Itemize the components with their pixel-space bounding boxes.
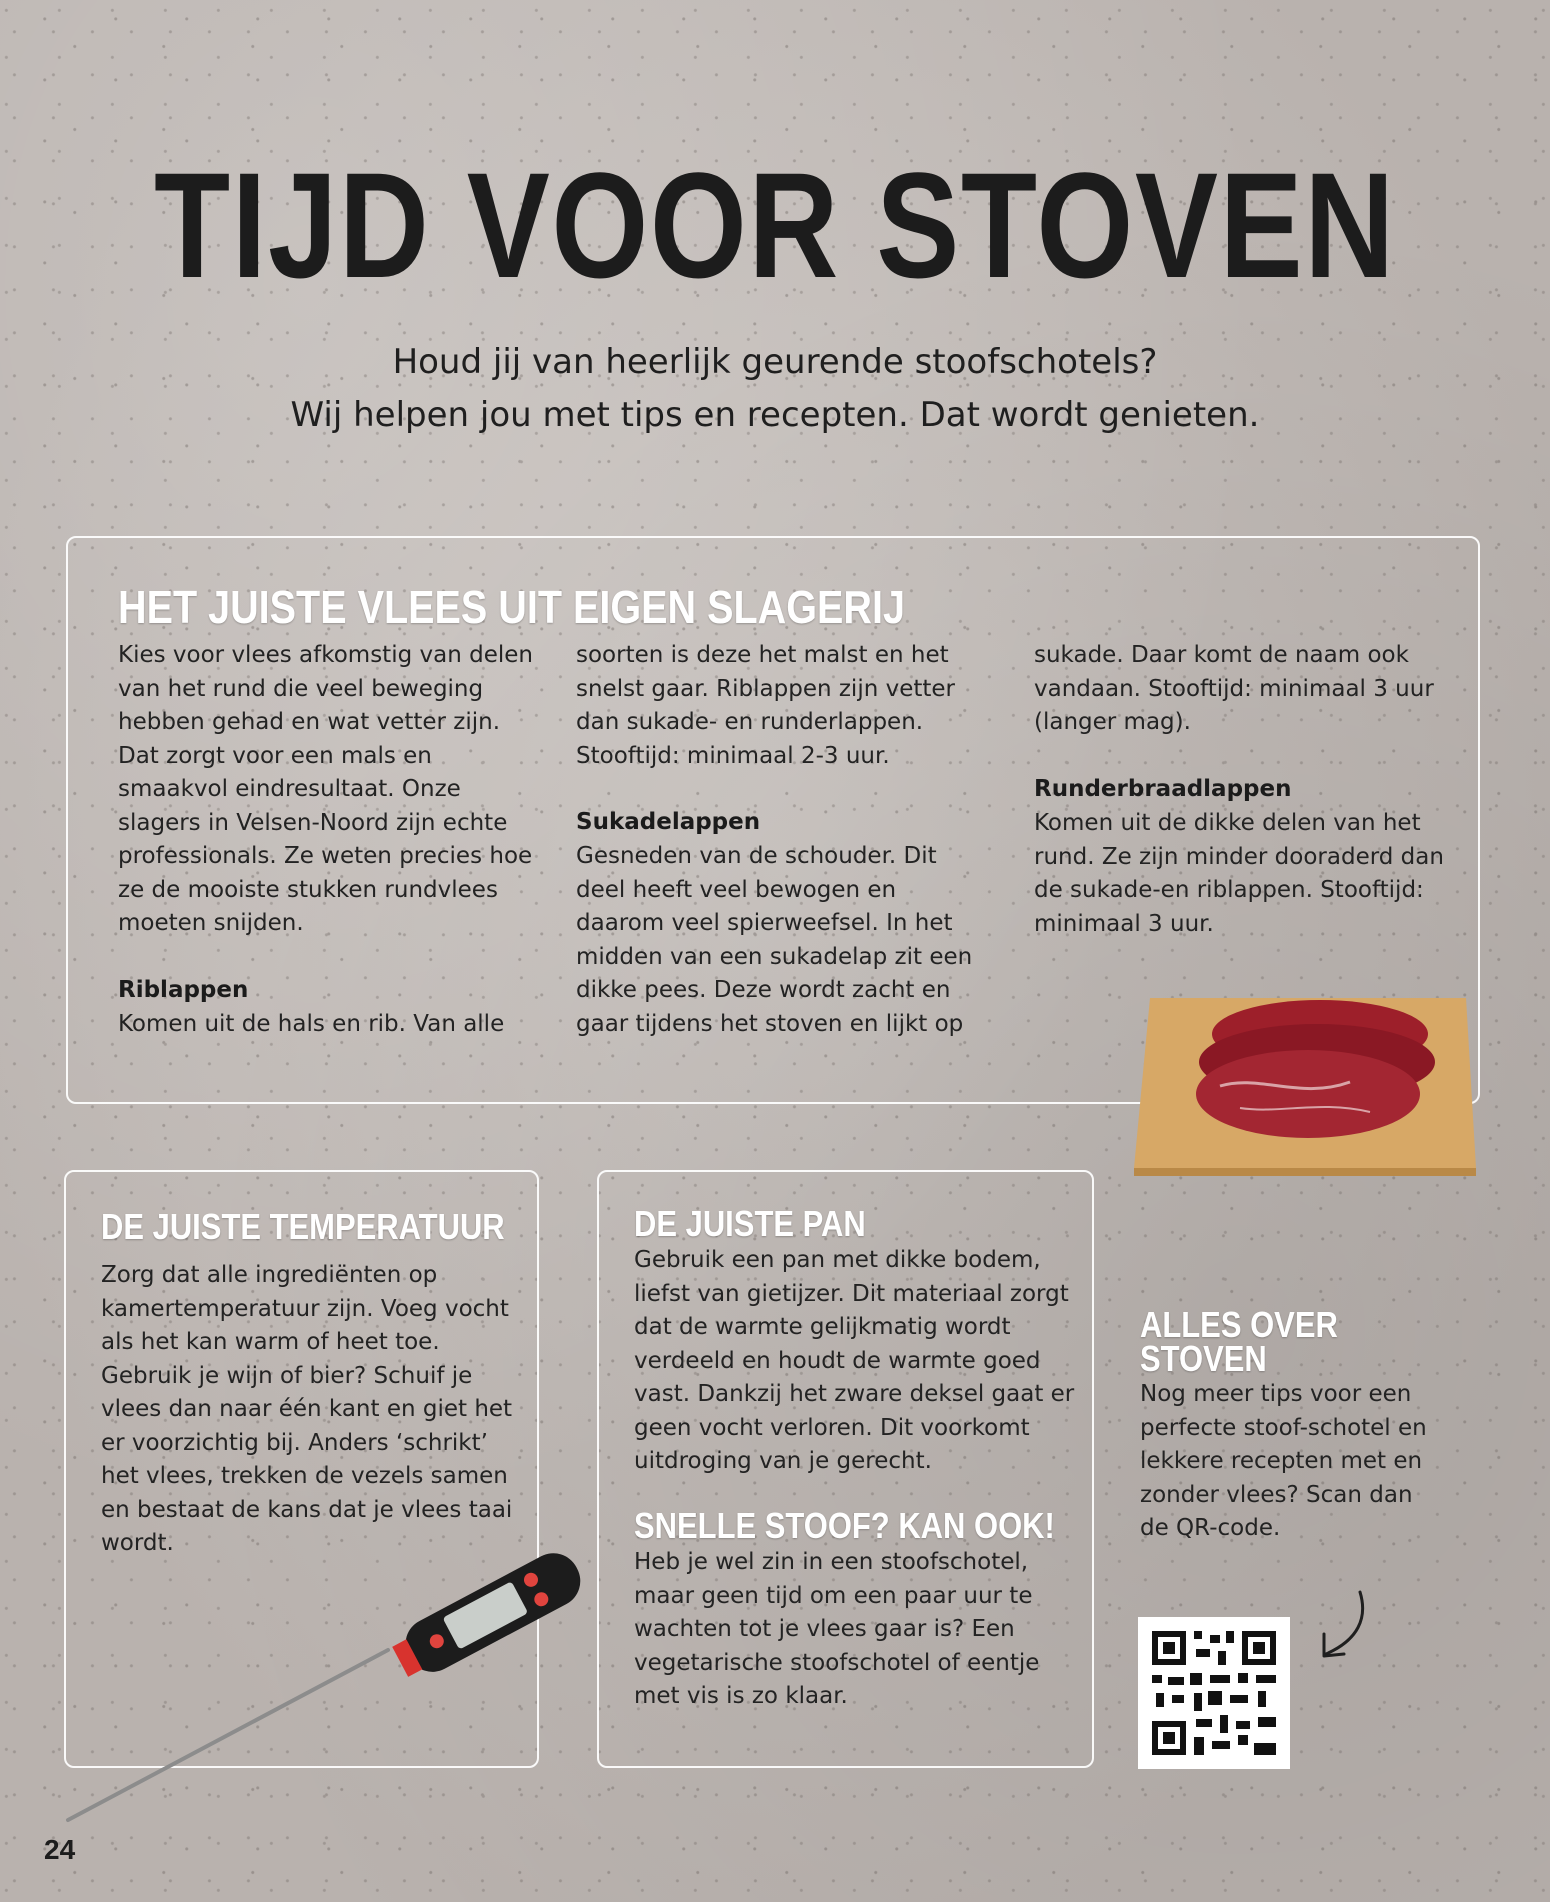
- riblappen-title: Riblappen: [118, 977, 249, 1003]
- temperature-heading: DE JUISTE TEMPERATUUR: [101, 1206, 505, 1247]
- temperature-text: Zorg dat alle ingrediënten op kamertemperatuur zijn. Voeg vocht als het kan warm of heet toe. Gebruik je wijn of bier? Schuif je vlees dan naar één kant en giet het er voorzichtig bij. Anders ‘schrikt’ het vlees, trekken de vezels samen en bestaat de kans dat je vlees taai wordt.: [101, 1262, 513, 1556]
- thermometer-icon: [58, 1534, 588, 1834]
- qr-code[interactable]: [1138, 1617, 1290, 1769]
- arrow-icon: [1312, 1584, 1392, 1664]
- page-title: TIJD VOOR STOVEN: [154, 141, 1396, 309]
- runderbraadlappen-text: Komen uit de dikke delen van het rund. Ze zijn minder dooraderd dan de sukade-en riblappen. Stooftijd: minimaal 3 uur.: [1034, 810, 1444, 937]
- riblappen-text-start: Komen uit de hals en rib. Van alle: [118, 1011, 505, 1037]
- qr-code-pattern: [1138, 1617, 1290, 1769]
- riblappen-text-continued: soorten is deze het malst en het snelst gaar. Riblappen zijn vetter dan sukade- en runderlappen. Stooftijd: minimaal 2-3 uur.: [576, 642, 956, 769]
- quick-stew-heading: SNELLE STOOF? KAN OOK!: [634, 1505, 1055, 1546]
- sukadelappen-text-continued: sukade. Daar komt de naam ook vandaan. Stooftijd: minimaal 3 uur (langer mag).: [1034, 642, 1434, 735]
- pan-heading: DE JUISTE PAN: [634, 1203, 866, 1244]
- more-heading-line-2: STOVEN: [1140, 1338, 1267, 1379]
- pan-text: Gebruik een pan met dikke bodem, liefst van gietijzer. Dit materiaal zorgt dat de warmte gelijkmatig wordt verdeeld en houdt de warmte goed vast. Dankzij het zware deksel gaat er geen vocht verloren. Dit voorkomt uitdroging van je gerecht.: [634, 1247, 1075, 1474]
- meat-intro-text: Kies voor vlees afkomstig van delen van het rund die veel beweging hebben gehad en wat vetter zijn. Dat zorgt voor een mals en smaakvol eindresultaat. Onze slagers in Velsen-Noord zijn echte professionals. Ze weten precies hoe ze de mooiste stukken rundvlees moeten snijden.: [118, 642, 533, 936]
- page-number: 24: [44, 1834, 76, 1865]
- more-heading-line-1: ALLES OVER: [1140, 1304, 1338, 1345]
- sukadelappen-title: Sukadelappen: [576, 809, 761, 835]
- steak-front: [1196, 1050, 1420, 1138]
- more-text: Nog meer tips voor een perfecte stoof-schotel en lekkere recepten met en zonder vlees? Scan dan de QR-code.: [1140, 1381, 1427, 1541]
- intro-line-2: Wij helpen jou met tips en recepten. Dat wordt genieten.: [290, 395, 1260, 435]
- quick-stew-text: Heb je wel zin in een stoofschotel, maar geen tijd om een paar uur te wachten tot je vlees gaar is? Een vegetarische stoofschotel of eentje met vis is zo klaar.: [634, 1549, 1040, 1709]
- meat-board-photo: [1130, 982, 1480, 1178]
- sukadelappen-text: Gesneden van de schouder. Dit deel heeft veel bewogen en daarom veel spierweefsel. In het midden van een sukadelap zit een dikke pees. Deze wordt zacht en gaar tijdens het stoven en lijkt op: [576, 843, 973, 1037]
- meat-heading: HET JUISTE VLEES UIT EIGEN SLAGERIJ: [118, 581, 905, 633]
- runderbraadlappen-title: Runderbraadlappen: [1034, 776, 1292, 802]
- intro-line-1: Houd jij van heerlijk geurende stoofschotels?: [392, 342, 1158, 382]
